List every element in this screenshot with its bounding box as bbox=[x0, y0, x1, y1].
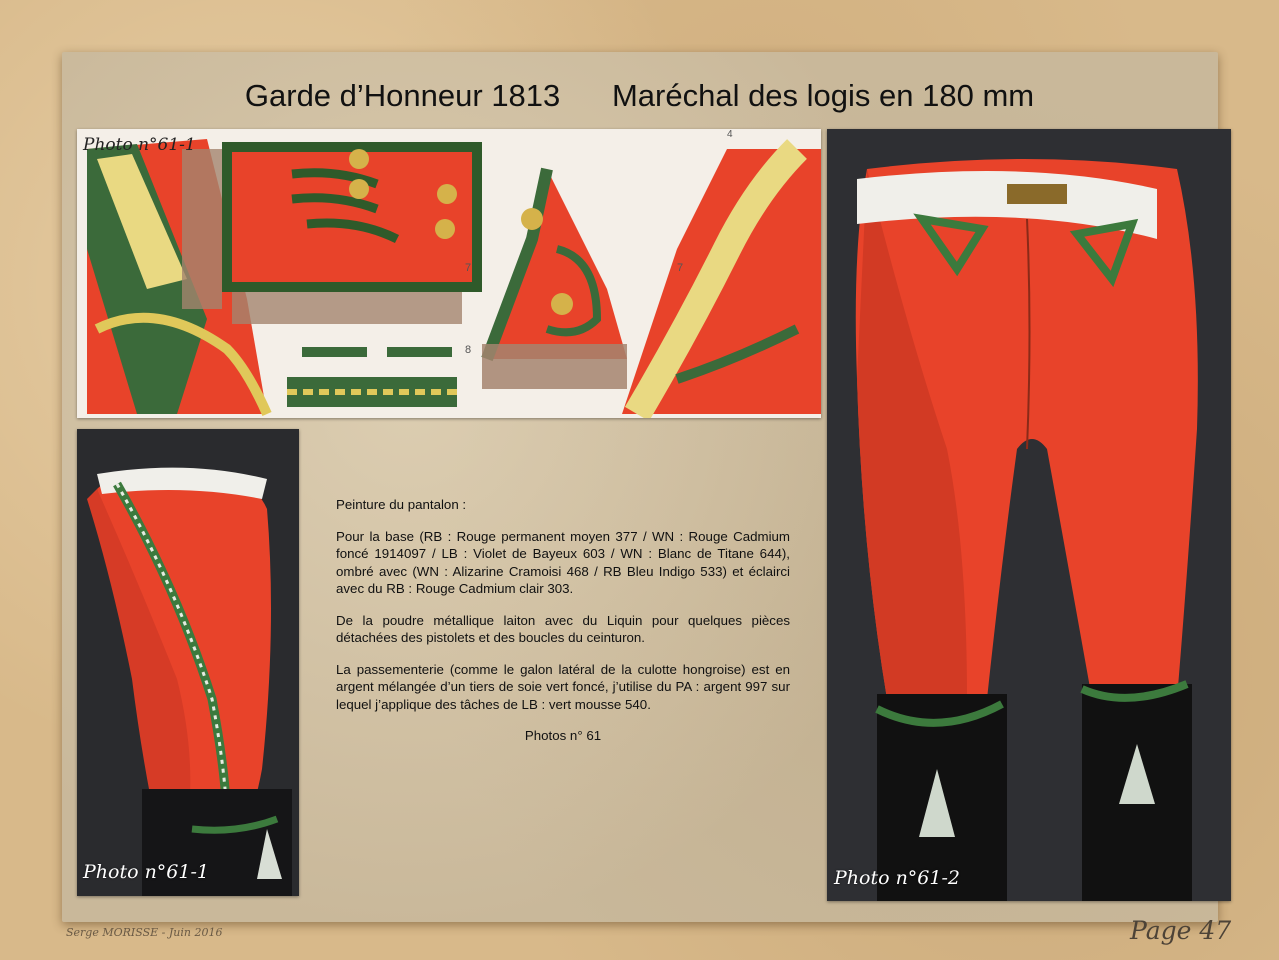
notes-paragraph-metal: De la poudre métallique laiton avec du Liquin pour quelques pièces détachées des pistolets et des boucles du ceinturon. bbox=[336, 612, 790, 645]
photo-caption-top: Photo n°61-1 bbox=[83, 135, 196, 155]
trousers-front-photo bbox=[827, 129, 1231, 901]
notes-paragraph-base: Pour la base (RB : Rouge permanent moyen 377 / WN : Rouge Cadmium foncé 1914097 / LB : Violet de Bayeux 603 / WN : Blanc de Titane 644), ombré avec (WN : Alizarine Cramoisi 468 / RB Bleu Indigo 533) et éclairci avec du RB : Rouge Cadmium clair 303. bbox=[336, 528, 790, 596]
painting-notes bbox=[336, 496, 790, 759]
svg-text:7: 7 bbox=[677, 262, 684, 274]
notes-paragraph-trim: La passementerie (comme le galon latéral de la culotte hongroise) est en argent mélangée d’un tiers de soie vert foncé, j’utilise du PA : argent 997 sur lequel j’applique des tâches de LB : vert mousse 540. bbox=[336, 661, 790, 712]
photo-caption-left: Photo n°61-1 bbox=[83, 861, 209, 883]
uniform-plate-illustration bbox=[77, 129, 821, 418]
trousers-side-photo bbox=[77, 429, 299, 896]
author-credit: Serge MORISSE - Juin 2016 bbox=[66, 926, 223, 939]
photos-reference: Photos n° 61 bbox=[524, 728, 602, 743]
trousers-side-drawing bbox=[77, 429, 299, 896]
notes-heading: Peinture du pantalon : bbox=[336, 497, 467, 512]
svg-text:7: 7 bbox=[465, 262, 472, 274]
photo-caption-right: Photo n°61-2 bbox=[834, 867, 960, 889]
trousers-front-drawing bbox=[827, 129, 1231, 901]
page-number: Page 47 bbox=[1130, 916, 1232, 945]
page-title: Garde d’Honneur 1813 Maréchal des logis en 180 mm bbox=[244, 78, 1035, 113]
svg-text:4: 4 bbox=[727, 129, 733, 140]
uniform-plate-drawing bbox=[77, 129, 821, 418]
svg-text:8: 8 bbox=[465, 344, 472, 356]
